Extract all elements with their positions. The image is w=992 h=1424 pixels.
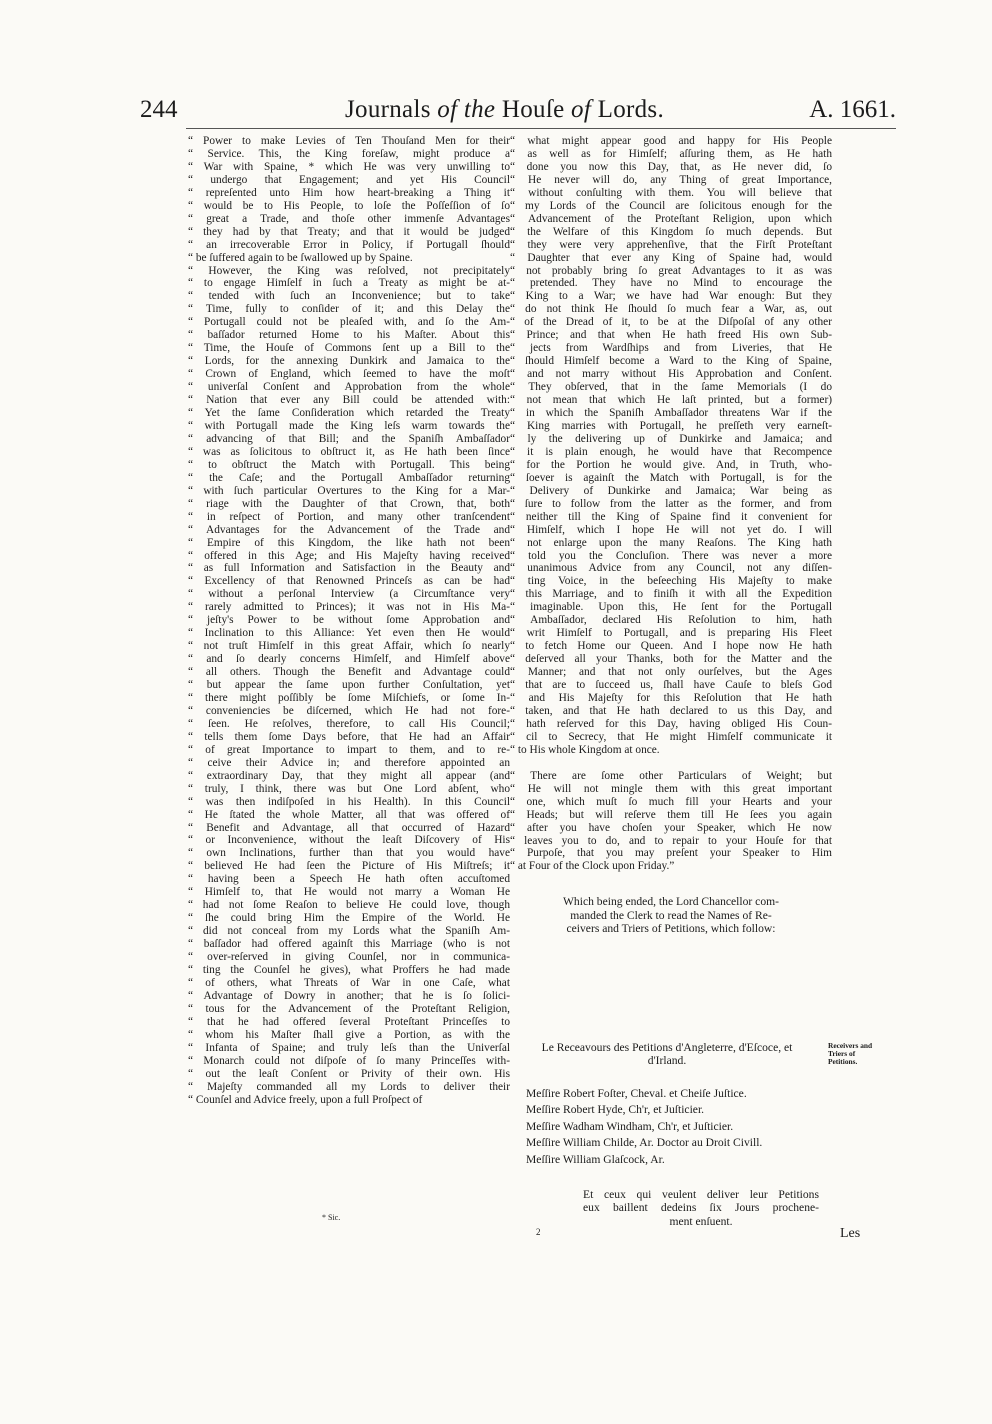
chancellor-note-line: manded the Clerk to read the Names of Re- (570, 908, 772, 922)
text-line: “ However, the King was reſolved, not precipitately (188, 264, 510, 277)
text-line: “ this Marriage, and to finiſh it with all the Expedition (510, 588, 832, 601)
text-line: “ would be to His People, to loſe the Poſſeſſion of ſo (188, 199, 510, 212)
text-line: “ that are to ſucceed us, ſhall have Cauſe to bleſs God (510, 679, 832, 692)
page-header (140, 96, 896, 130)
text-line: “ Time, the Houſe of Commons ſent up a Bill to the (188, 342, 510, 355)
text-line: “ hath reſerved for this Day, having obliged His Coun- (510, 717, 832, 730)
text-line: “ was as ſolicitous to obſtruct it, as He hath been ſince (188, 445, 510, 458)
running-title: Journals of the Houſe of Lords. (345, 96, 665, 123)
text-line: “ riage with the Daughter of that Crown, that, both (188, 497, 510, 510)
header-rule (186, 128, 896, 129)
text-line: “ with Portugall made the King leſs warm towards the (188, 419, 510, 432)
text-line: “ jeſty's Power to be without ſome Approbation and (188, 614, 510, 627)
text-line: “ was then indiſpoſed in his Health). In this Council (188, 795, 510, 808)
text-line: “ without a perſonal Interview (a Circumſtance very (188, 588, 510, 601)
text-line: “ one, which muſt ſo much fill your Hearts and your (510, 795, 832, 808)
text-line: “ extraordinary Day, that they might all appear (and (188, 769, 510, 782)
text-line: “ all others. Though the Benefit and Advantage could (188, 666, 510, 679)
text-line: “ great a Trade, and thoſe other immenſe Advantages (188, 212, 510, 225)
text-line: “ ly the delivering up of Dunkirke and Jamaica; and (510, 432, 832, 445)
text-line: “ repreſented unto Him how heart-breaking a Thing it (188, 186, 510, 199)
text-line: “ and His Majeſty for this Reſolution that He hath (510, 691, 832, 704)
receiver-name: Meſſire Robert Foſter, Cheval. et Cheiſe Juſtice. (526, 1087, 747, 1100)
text-line: “ they were very apprehenſive, that the Firſt Proteſtant (510, 238, 832, 251)
text-line: “ of great Importance to impart to them, and to re- (188, 743, 510, 756)
text-line: “ writ Himſelf to Portugall, and is preparing His Fleet (510, 627, 832, 640)
text-line: “ Service. This, the King foreſaw, might produce a (188, 147, 510, 160)
text-line: “ He will not mingle them with this great important (510, 782, 832, 795)
text-line: “ Himſelf, which I hope He will not yet do. I will (510, 523, 832, 536)
year-marker: A. 1661. (809, 96, 896, 123)
text-line: “ undergo that Engagement; and yet His Council (188, 173, 510, 186)
left-column (188, 135, 510, 1106)
text-line: “ Majeſty commanded all my Lords to deliver their (188, 1080, 510, 1093)
closing-line: eux baillent dedeins ſix Jours prochene- (583, 1201, 819, 1215)
text-line: “ neither till the King of Spaine find it convenient for (510, 510, 832, 523)
text-line: “ Empire of this Kingdom, the like hath not been (188, 536, 510, 549)
text-line: “ not probably bring ſo great Advantages to it as was (510, 264, 832, 277)
text-line: “ They obſerved, that in the ſame Memorials (I do (510, 381, 832, 394)
text-line: “ jects from Wardſhips and from Liveries, that He (510, 342, 832, 355)
receiver-name: Meſſire William Childe, Ar. Doctor au Droit Civill. (526, 1136, 763, 1150)
text-line: “ Advantage of Dowry in another; that he is ſo ſolici- (188, 989, 510, 1002)
text-line: “ my Lords of the Council are ſolicitous enough for the (510, 199, 832, 212)
text-line: “ King marries with Portugall, he preſſeth very earneſt- (510, 419, 832, 432)
text-line: “ Daughter that ever any King of Spaine had, would (510, 251, 832, 264)
text-line: “ of the Dread of it, to be at the Diſpoſal of any other (510, 316, 832, 329)
text-line: “ and ſo dearly concerns Himſelf, and Himſelf above (188, 653, 510, 666)
text-line: “ ting the Counſel he gives), what Proffers he had made (188, 964, 510, 976)
text-line: “ at Four of the Clock upon Friday.” (510, 860, 675, 873)
text-line: “ in which the Spaniſh Ambaſſador threatens War if the (510, 407, 832, 420)
text-line: “ had not ſome Reaſon to believe He could love, though (188, 899, 510, 912)
text-line: “ Advantages for the Advancement of the Trade and (188, 523, 510, 536)
text-line: “ to fetch Home our Queen. And I hope now He hath (510, 640, 832, 653)
text-line: “ having been a Speech He hath often accuſtomed (188, 873, 510, 886)
text-line: “ own Inclinations, further than that you would have (188, 847, 510, 860)
text-line: “ unanimous Advice from any Council, not any diſſen- (510, 562, 832, 575)
chancellor-note-line: ceivers and Triers of Petitions, which follow: (566, 921, 776, 935)
text-line: “ Nation that ever any Bill could be attended with: (188, 394, 510, 407)
text-line: “ ſhould Himſelf become a Ward to the King of Spaine, (510, 355, 832, 368)
text-line: “ Manner; and that not only ourſelves, but the Ages (510, 666, 832, 679)
receiver-name: Meſſire Robert Hyde, Ch'r, et Juſticier. (526, 1103, 705, 1117)
text-line: “ as full Information and Satisfaction in the Beauty and (188, 562, 510, 575)
text-line: “ Yet the ſame Conſideration which retarded the Treaty (188, 407, 510, 420)
chancellor-note-line: Which being ended, the Lord Chancellor com- (562, 895, 780, 909)
text-line: “ Counſel and Advice freely, upon a full Proſpect of (188, 1093, 423, 1106)
text-line: “ to engage Himſelf in ſuch a Treaty as might be at- (188, 277, 510, 290)
text-line: “ after you have choſen your Speaker, which He now (510, 821, 832, 834)
text-line: “ out the leaſt Conſent or Privity of their own. His (188, 1067, 510, 1080)
text-line: “ done you now this Day, that, as He never did, ſo (510, 160, 832, 173)
text-line: “ the Welfare of this Kingdom ſo much depends. But (510, 225, 832, 238)
text-line: “ War with Spaine, * which He was very unwilling to (188, 160, 510, 173)
text-line: “ Advancement of the Proteſtant Religion, upon which (510, 212, 832, 225)
text-line: “ over-reſerved in giving Counſel, nor in communica- (188, 951, 510, 964)
page-number: 244 (140, 96, 178, 123)
text-line: “ Monarch could not diſpoſe of ſo many Princeſſes with- (188, 1054, 510, 1067)
receiver-name: Meſſire Wadham Windham, Ch'r, et Juſticier. (526, 1119, 734, 1133)
closing-text (583, 1188, 819, 1228)
text-line: “ ſeen. He reſolves, therefore, to call His Council; (188, 717, 510, 730)
text-line: “ ſure to follow from the latter as the former, and from (510, 497, 832, 510)
receivers-heading (507, 1041, 827, 1068)
text-line: “ Benefit and Advantage, all that occurred of Hazard (188, 821, 510, 834)
text-line: “ to obſtruct the Match with Portugall. This being (188, 458, 510, 471)
text-line: “ There are ſome other Particulars of Weight; but (510, 769, 832, 782)
text-line: “ tended with ſuch an Inconvenience; but to take (188, 290, 510, 303)
text-line: “ not enlarge upon the many Reaſons. The King hath (510, 536, 832, 549)
text-line: “ Delivery of Dunkirke and Jamaica; War being as (510, 484, 832, 497)
receiver-name: Meſſire William Glaſcock, Ar. (526, 1152, 665, 1166)
text-line: “ tous for the Advancement of the Proteſtant Religion, (188, 1002, 510, 1015)
text-line: “ there might poſſibly be ſome Miſchiefs, or ſome In- (188, 691, 510, 704)
receivers-list (526, 1086, 762, 1168)
text-line: “ to His whole Kingdom at once. (510, 743, 660, 756)
text-line: “ leaves you to do, and to repair to your Houſe for that (510, 834, 832, 847)
text-line: “ in reſpect of Portion, and many other tranſcendent (188, 510, 510, 523)
text-line: “ Inclination to this Alliance: Yet even then He would (188, 627, 510, 640)
text-line: “ or Inconvenience, without the leaſt Diſcovery of His (188, 834, 510, 847)
text-line: “ Lords, for the annexing Dunkirk and Jamaica to the (188, 355, 510, 368)
text-line: “ rarely admitted to Princes); it was not in His Ma- (188, 601, 510, 614)
receivers-heading-line1: Le Receavours des Petitions d'Angleterre, d'Eſcoce, et (541, 1041, 793, 1054)
text-line: “ for the Portion he would give. And, in Truth, who- (510, 458, 832, 471)
text-line: “ as well as for Himſelf; aſſuring them, as He hath (510, 147, 832, 160)
text-line: “ Power to make Levies of Ten Thouſand Men for their (188, 135, 510, 147)
text-line: “ the Caſe; and the Portugall Ambaſſador returning (188, 471, 510, 484)
text-line: “ cil to Secrecy, that He might Himſelf communicate it (510, 730, 832, 743)
chancellor-note (510, 895, 832, 935)
text-line: “ Ambaſſador, declared His Reſolution to him, hath (510, 614, 832, 627)
text-line: “ Purpoſe, that you may preſent your Speaker to Him (510, 847, 832, 860)
text-line: “ Prince; and that when He hath freed His own Sub- (510, 329, 832, 342)
text-line: “ taken, and that He hath declared to us this Day, and (510, 704, 832, 717)
text-line: “ ſhe could bring Him the Empire of the World. He (188, 912, 510, 925)
text-line: “ Crown of England, which ſeemed to have the moſt (188, 368, 510, 381)
text-line: “ Infanta of Spaine; and truly leſs than the Univerſal (188, 1041, 510, 1054)
right-column (510, 135, 832, 935)
receivers-heading-line2: d'Irland. (647, 1054, 687, 1068)
text-line: “ pretended. They have no Mind to encourage the (510, 277, 832, 290)
text-line: “ ſoever is againſt the Match with Portugall, is for the (510, 471, 832, 484)
text-line: “ an irrecoverable Error in Policy, if Portugall ſhould (188, 238, 510, 251)
text-line: “ but appear the ſame upon further Conſultation, yet (188, 679, 510, 692)
text-line: “ Portugall could not be pleaſed with, and ſo the Am- (188, 316, 510, 329)
signature-mark: 2 (536, 1227, 541, 1237)
text-line: “ conveniencies be diſcerned, which He had not fore- (188, 704, 510, 717)
text-line: “ Excellency of that Renowned Princeſs as can be had (188, 575, 510, 588)
text-line: “ that he had offered ſeveral Proteſtant Princeſſes to (188, 1015, 510, 1028)
text-line: “ it is plain enough, he would have that Recompence (510, 445, 832, 458)
receivers-side-note: Receivers and Triers of Petitions. (828, 1041, 873, 1066)
text-line: “ without conſulting with them. You will believe that (510, 186, 832, 199)
text-line: “ told you the Concluſion. There was never a more (510, 549, 832, 562)
text-line: “ and not marry without His Approbation and Conſent. (510, 368, 832, 381)
text-line: “ of others, what Threats of War in one Caſe, what (188, 976, 510, 989)
text-line: “ deſerved all your Thanks, both for the Matter and the (510, 653, 832, 666)
text-line: “ they had by that Treaty; and that it would be judged (188, 225, 510, 238)
text-line: “ ting Voice, in the beſeeching His Majeſty to make (510, 575, 832, 588)
text-line: “ with ſuch particular Overtures to the King for a Mar- (188, 484, 510, 497)
text-line: “ ceive their Advice in; and therefore appointed an (188, 756, 510, 769)
closing-line: Et ceux qui veulent deliver leur Petitions (583, 1188, 819, 1201)
footnote: * Sic. (322, 1213, 341, 1222)
text-line: “ baſſador returned Home to his Maſter. About this (188, 329, 510, 342)
text-line: “ advancing of that Bill; and the Spaniſh Ambaſſador (188, 432, 510, 445)
text-line: “ tells them ſome Days before, that He had an Affair (188, 730, 510, 743)
text-line: “ He ſtated the whole Matter, all that was offered of (188, 808, 510, 821)
text-line: “ not mean that which He laſt printed, but a former) (510, 394, 832, 407)
closing-line: ment enſuent. (669, 1214, 733, 1228)
text-line: “ He never will do, any Thing of great Importance, (510, 173, 832, 186)
text-line: “ imaginable. Upon this, He ſent for the Portugall (510, 601, 832, 614)
text-line: “ Time, fully to conſider of it; and this Delay the (188, 303, 510, 316)
text-line: “ Himſelf to, that He would not marry a Woman He (188, 886, 510, 899)
text-line: “ believed He had ſeen the Picture of His Miſtreſs; it (188, 860, 510, 873)
text-line: “ what might appear good and happy for His People (510, 135, 832, 147)
catchword: Les (840, 1226, 861, 1241)
text-line: “ whom his Maſter ſhall give a Portion, as with the (188, 1028, 510, 1041)
text-line: “ do not think He ſhould ſo much fear a War, as, out (510, 303, 832, 316)
text-line: “ baſſador had offered againſt this Marriage (who is not (188, 938, 510, 951)
text-line: “ King to a War; we have had War enough: But they (510, 290, 832, 303)
text-line: “ Heads; but will reſerve them till He ſees you again (510, 808, 832, 821)
text-line: “ univerſal Conſent and Approbation from the whole (188, 381, 510, 394)
text-line: “ not truſt Himſelf in this great Affair, which ſo nearly (188, 640, 510, 653)
text-line: “ offered in this Age; and His Majeſty having received (188, 549, 510, 562)
text-line: “ did not conceal from my Lords what the Spaniſh Am- (188, 925, 510, 938)
text-line: “ be ſuffered again to be ſwallowed up by Spaine. (188, 251, 413, 264)
text-line: “ truly, I think, there was but One Lord abſent, who (188, 782, 510, 795)
